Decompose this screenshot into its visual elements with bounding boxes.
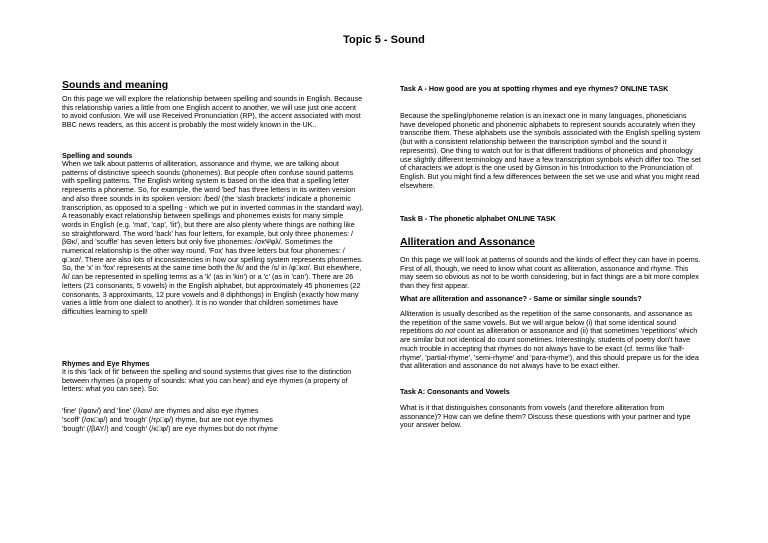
rhyme-example: 'scoff' (/σκ□φ/) and 'trough' (/τρ□φ/) rhyme, but are not eye rhymes [62,415,273,425]
question-paragraph: Alliteration is usually described as the repetition of the same consonants, and assonance as the repetition of the same vowels. But we will argue below (i) that some identical sound repetitions do not count as alliteration or assonance and (ii) that sometimes 'repetitions' which are similar but not identical do count sometimes. Interestingly, students of poetry don't have much trouble in accepting that rhymes do not always have to be exact (cf. terms like 'half-rhyme', 'partial-rhyme', 'semi-rhyme' and 'para-rhyme'), and this should prepare us for the idea that alliteration and assonance do not always have to be exact either. [400,309,699,371]
alliteration-heading: Alliteration and Assonance [400,236,535,248]
rhyme-examples [62,406,364,434]
rhyme-example: 'bough' (/βΑΥ/) and 'cough' (/κ□φ/) are eye rhymes but do not rhyme [62,424,278,434]
consonants-vowels-paragraph: What is it that distinguishes consonants from vowels (and therefore alliteration from assonance)? How can we define them? Discuss these questions with your partner and type your answer below. [400,403,691,430]
spelling-and-sounds-heading: Spelling and sounds [62,151,133,160]
rhymes-paragraph: It is this 'lack of fit' between the spelling and sound systems that gives rise to the distinction between rhymes (a property of sounds: what you can hear) and eye rhymes (a property of letters: what you can see). So: [62,367,352,394]
sounds-and-meaning-heading: Sounds and meaning [62,79,169,91]
question-heading: What are alliteration and assonance? - Same or similar single sounds? [400,294,642,303]
rhymes-heading: Rhymes and Eye Rhymes [62,359,150,368]
task-b-heading: Task B - The phonetic alphabet ONLINE TASK [400,214,556,223]
alliteration-intro: On this page we will look at patterns of sounds and the kinds of effect they can have in poems. First of all, though, we need to know what count as alliteration, assonance and rhyme. This may seem so obvious as not to be worth considering, but in fact things are a bit more complex than they first appear. [400,255,701,291]
phonetic-alphabet-paragraph: Because the spelling/phoneme relation is an inexact one in many languages, phoneticians have developed phonetic and phonemic alphabets to represent sounds accurately when they transcribe them. These alphabets use the symbols associated with the English spelling system (but with a consistent relationship between the transcription symbol and the sound it represents). One thing to watch out for is that different traditions of phonetics and phonology use slightly different terminology and have a few transcription symbols which differ too. The set of characters we adopt is the one used by Gimson in his Introduction to the Pronunciation of English. But you might find a few differences between the set we use and what you might read elsewhere. [400,111,701,190]
page-title: Topic 5 - Sound [343,34,425,46]
spelling-and-sounds-paragraph: When we talk about patterns of alliteration, assonance and rhyme, we are talking about patterns of distinctive speech sounds (phonemes). But people often confuse sound patterns with spelling patterns. The English writing system is based on the idea that a spelling letter represents a phoneme. So, for example, the word 'bed' has three letters in its written version and also three sounds in its spoken version: /bed/ (the 'slash brackets' indicate a phonemic transcription, as opposed to a spelling - which we put in inverted commas in the standard way). A reasonably exact relationship between spellings and phonemes exists for many simple words in English (e.g. 'mat', 'cap', 'lit'), but there are also plenty where things are nothing like so straightforward. The word 'back' has four letters, for example, but only three phonemes: /βΘκ/, and 'scuffle' has seven letters but only five phonemes: /σκΨφλ/. Sometimes the numerical relationship is the other way round. 'Fox' has three letters but four phonemes: /φ□κσ/. There are also lots of inconsistencies in how our spelling system represents phonemes. So, the 'x' in 'fox' represents at the same time both the /k/ and the /s/ in /φ□κσ/. But elsewhere, /k/ can be represented in spelling terms as a 'k' (as in 'kin') or a 'c' (as in 'can'). There are 26 letters (21 consonants, 5 vowels) in the English alphabet, but approximately 45 phonemes (22 consonants, 3 approximants, 12 pure vowels and 8 diphthongs) in English (exactly how many varies a little from one dialect to another). It is no wonder that children sometimes have difficulties learning to spell! [62,159,364,316]
consonants-vowels-heading: Task A: Consonants and Vowels [400,387,510,396]
task-a-rhymes-heading: Task A - How good are you at spotting rhymes and eye rhymes? ONLINE TASK [400,84,669,93]
intro-paragraph: On this page we will explore the relationship between spelling and sounds in English. Because this relationship varies a little from one English accent to another, we will use just one accent to avoid confusion. We will use Received Pronunciation (RP), the accent associated with most BBC news readers, as this accent is probably the most widely known in the UK.. [62,94,363,130]
rhyme-example: 'fine' (/φαιν/) and 'line' (/λαιν/ are rhymes and also eye rhymes [62,406,259,415]
